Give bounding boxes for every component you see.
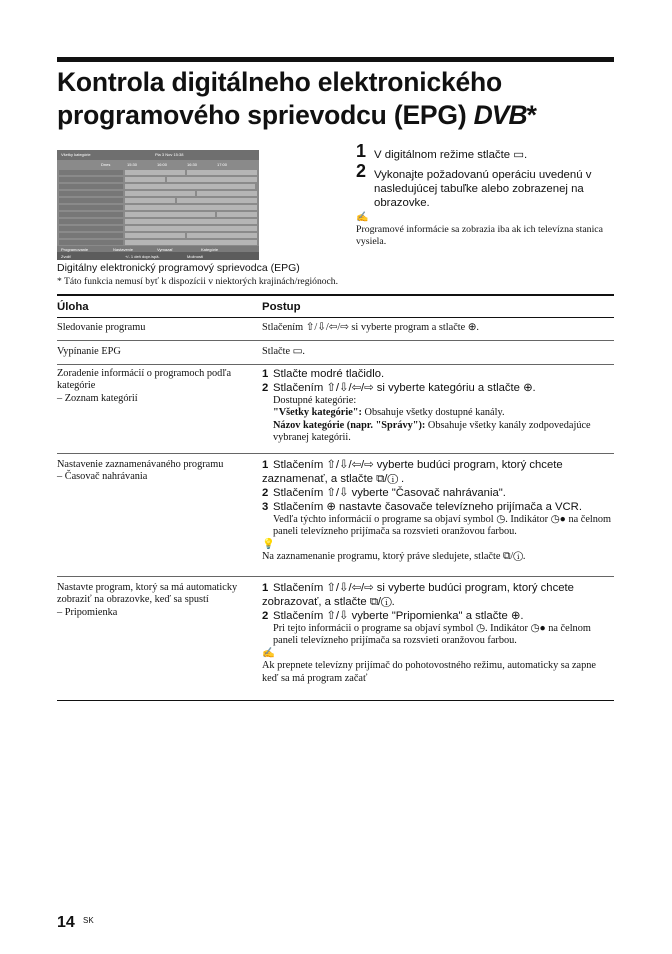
epg-tab: Programovanie: [61, 247, 89, 252]
dvb-logo: DVB: [473, 100, 527, 130]
note-pencil-icon: ✍: [262, 647, 275, 659]
row-divider: [57, 340, 614, 341]
footnote: * Táto funkcia nemusí byť k dispozícii v niektorých krajinách/regiónoch.: [57, 276, 339, 287]
table-row-task: Nastavenie zaznamenávaného programu – Časovač nahrávania: [57, 459, 224, 483]
proc-sub: Pri tejto informácii o programe sa objaví symbol ◷. Indikátor ◷● na čelnom paneli televízneho prijímača sa rozsvieti oranžovou farbou.: [273, 623, 591, 647]
epg-footer-options: Možnosti: [187, 254, 204, 259]
title-line-2: programového sprievodcu (EPG): [57, 100, 467, 130]
table-row-procedure: Stlačte ▭.: [262, 346, 305, 357]
category-name-label: Názov kategórie (napr. "Správy"):: [273, 419, 426, 431]
proc-step: Stlačením ⇧/⇩/⇦/⇨ si vyberte kategóriu a stlačte ⊕.: [273, 382, 536, 394]
note-pencil-icon: ✍: [356, 212, 369, 223]
table-row-task: Zoradenie informácií o programoch podľa kategórie – Zoznam kategórií: [57, 368, 232, 404]
row-divider: [57, 453, 614, 454]
category-name-desc: Obsahuje všetky kanály zodpovedajúce vybranej kategórii.: [273, 419, 591, 444]
epg-screen-image: [57, 150, 259, 260]
page-title: [57, 66, 617, 132]
table-row-procedure: Stlačením ⇧/⇩/⇦/⇨ si vyberte program a stlačte ⊕.: [262, 322, 479, 333]
proc-step: Stlačením ⇧/⇩/⇦/⇨ vyberte budúci program, ktorý chcete zaznamenať, a stlačte ⧉/ⓘ .: [262, 459, 563, 485]
step-number: 1: [356, 141, 367, 161]
top-rule: [57, 57, 614, 62]
epg-tab: Kategórie: [201, 247, 219, 252]
note-text: Programové informácie sa zobrazia iba ak ich televízna stanica vysiela.: [356, 224, 603, 247]
table-header-rule: [57, 317, 614, 318]
table-row-task: Sledovanie programu: [57, 322, 146, 333]
proc-step: Stlačením ⊕ nastavte časovače televízneho prijímača a VCR.: [273, 501, 582, 513]
page-language: SK: [83, 916, 94, 925]
page-number: 14: [57, 914, 75, 931]
category-all-desc: Obsahuje všetky dostupné kanály.: [361, 407, 505, 419]
table-header-procedure: Postup: [262, 301, 301, 313]
row-divider: [57, 364, 614, 365]
proc-step: Stlačte modré tlačidlo.: [273, 368, 385, 380]
table-bottom-rule: [57, 700, 614, 701]
epg-time: 16:30: [187, 162, 198, 167]
proc-step: Stlačením ⇧/⇩ vyberte "Pripomienka" a stlačte ⊕.: [273, 610, 524, 622]
epg-time-row: [57, 161, 259, 168]
table-header-task: Úloha: [57, 301, 89, 313]
step-number: 2: [356, 161, 367, 181]
epg-time: 17:00: [217, 162, 228, 167]
epg-time: 15:30: [127, 162, 138, 167]
epg-date: Pia 3 Nov 15:38: [155, 152, 184, 157]
epg-tab: Vymazať: [157, 247, 173, 252]
table-row-task: Vypínanie EPG: [57, 346, 121, 357]
epg-footer-select: Zvoliť: [61, 254, 71, 259]
epg-tab: Nastavenie: [113, 247, 134, 252]
table-row-task: Nastavte program, ktorý sa má automaticky zobraziť na obrazovke, keď sa spustí – Pripomienka: [57, 582, 238, 618]
title-asterisk: *: [526, 100, 537, 130]
proc-step: Stlačením ⇧/⇩/⇦/⇨ si vyberte budúci program, ktorý chcete zobrazovať, a stlačte ⧉/ⓘ.: [262, 582, 574, 608]
epg-time: 16:00: [157, 162, 168, 167]
step-text: Vykonajte požadovanú operáciu uvedenú v nasledujúcej tabuľke alebo zobrazenej na obrazovke.: [374, 169, 592, 209]
table-row-procedure: 1 Stlačte modré tlačidlo. 2 Stlačením ⇧/⇩/⇦/⇨ si vyberte kategóriu a stlačte ⊕. Dostupné kategórie: "Všetky kategórie": Obsahuje všetky dostupné kanály. Názov kategórie (napr. "Správy"): Obsahuje všetky kanály zodpovedajúce vybranej kategórii.: [262, 367, 614, 445]
epg-time: Dnes: [101, 162, 111, 167]
category-all-label: "Všetky kategórie":: [273, 407, 362, 419]
proc-step: Stlačením ⇧/⇩ vyberte "Časovač nahrávania".: [273, 487, 506, 499]
epg-category: Všetky kategórie: [61, 152, 91, 157]
epg-footer-day: +/- 1 deň dopr./spä.: [125, 254, 160, 259]
figure-caption: Digitálny elektronický programový sprievodca (EPG): [57, 262, 300, 274]
step-text: V digitálnom režime stlačte ▭.: [374, 149, 528, 161]
table-row-procedure: 1 Stlačením ⇧/⇩/⇦/⇨ si vyberte budúci program, ktorý chcete zobrazovať, a stlačte ⧉/ⓘ. 2 Stlačením ⇧/⇩ vyberte "Pripomienka" a stlačte ⊕. Pri tejto informácii o programe sa objaví symbol ◷. Indikátor ◷● na čelnom paneli televízneho prijímača sa rozsvieti oranžovou farbou. ✍ Ak prepnete televízny prijímač do pohotovostného režimu, automaticky sa zapne keď sa má program začať: [262, 581, 614, 685]
table-top-rule: [57, 294, 614, 296]
proc-sub: Vedľa týchto informácií o programe sa objaví symbol ◷. Indikátor ◷● na čelnom paneli televízneho prijímača sa rozsvieti oranžovou farbou.: [273, 514, 612, 538]
title-line-1: Kontrola digitálneho elektronického: [57, 67, 503, 97]
row-divider: [57, 576, 614, 577]
tip-text: Na zaznamenanie programu, ktorý práve sledujete, stlačte ⧉/ⓘ.: [262, 551, 526, 563]
tip-lightbulb-icon: 💡: [262, 538, 275, 550]
note-text: Ak prepnete televízny prijímač do pohotovostného režimu, automaticky sa zapne keď sa má program začať: [262, 660, 596, 684]
proc-sub: Dostupné kategórie:: [273, 395, 357, 406]
table-row-procedure: 1 Stlačením ⇧/⇩/⇦/⇨ vyberte budúci program, ktorý chcete zaznamenať, a stlačte ⧉/ⓘ . 2 Stlačením ⇧/⇩ vyberte "Časovač nahrávania". 3 Stlačením ⊕ nastavte časovače televízneho prijímača a VCR. Vedľa týchto informácií o programe sa objaví symbol ◷. Indikátor ◷● na čelnom paneli televízneho prijímača sa rozsvieti oranžovou farbou. 💡 Na zaznamenanie programu, ktorý práve sledujete, stlačte ⧉/ⓘ.: [262, 458, 614, 564]
